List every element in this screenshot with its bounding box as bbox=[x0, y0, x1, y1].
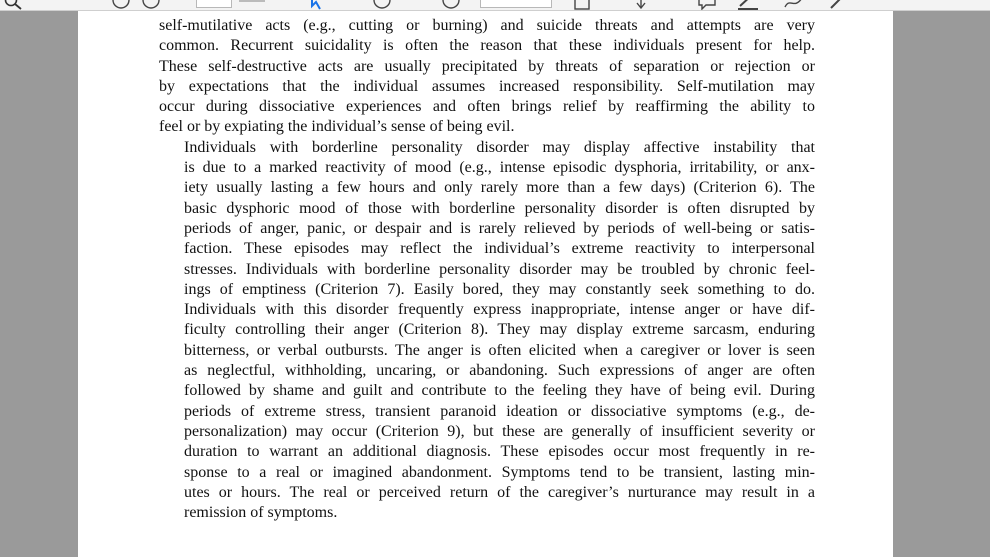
document-page bbox=[78, 11, 893, 557]
text-line: faction. These episodes may reflect the individual’s extreme reactivity to interpersonal bbox=[184, 240, 815, 258]
text-line: stresses. Individuals with borderline personality disorder may be troubled by chronic feel- bbox=[184, 260, 815, 278]
zoom-field[interactable] bbox=[480, 0, 552, 8]
text-line: utes or hours. The real or perceived return of the caregiver’s nurturance may result in a bbox=[184, 483, 815, 501]
text-line: ings of emptiness (Criterion 7). Easily bored, they may constantly seek something to do. bbox=[184, 280, 815, 298]
text-line: ficulty controlling their anger (Criterion 8). They may display extreme sarcasm, enduring bbox=[184, 321, 815, 339]
text-line: common. Recurrent suicidality is often the reason that these individuals present for help. bbox=[159, 37, 815, 55]
text-line: remission of symptoms. bbox=[184, 504, 338, 522]
paragraph-2 bbox=[159, 138, 815, 524]
previous-page-icon[interactable] bbox=[110, 0, 132, 10]
viewer-toolbar bbox=[0, 0, 990, 11]
select-tool-icon[interactable] bbox=[306, 0, 328, 10]
search-icon[interactable] bbox=[2, 0, 24, 10]
document-text bbox=[159, 16, 815, 523]
text-line: followed by shame and guilt and contribute to the feeling they have of being evil. During bbox=[184, 382, 815, 400]
edit-icon[interactable] bbox=[826, 0, 850, 10]
text-line: These self-destructive acts are usually precipitated by threats of separation or rejection or bbox=[159, 57, 815, 75]
text-line: bitterness, or verbal outbursts. The anger is often elicited when a caregiver or lover is seen bbox=[184, 341, 815, 359]
fit-page-icon[interactable] bbox=[572, 0, 594, 10]
zoom-in-icon[interactable] bbox=[440, 0, 462, 10]
text-line: iety usually lasting a few hours and only rarely more than a few days) (Criterion 6). The bbox=[184, 179, 815, 197]
text-line: sponse to a real or imagined abandonment. Symptoms tend to be transient, lasting min- bbox=[184, 463, 815, 481]
paragraph-1 bbox=[159, 16, 815, 138]
text-line: personalization) may occur (Criterion 9), but these are generally of insufficient severity or bbox=[184, 422, 815, 440]
text-line: feel or by expiating the individual’s sense of being evil. bbox=[159, 118, 515, 136]
text-line: self-mutilative acts (e.g., cutting or burning) and suicide threats and attempts are very bbox=[159, 17, 815, 34]
page-count-text bbox=[235, 0, 275, 10]
text-line: periods of anger, panic, or despair and is rarely relieved by periods of well-being or satis- bbox=[184, 219, 815, 237]
text-line: periods of extreme stress, transient paranoid ideation or dissociative symptoms (e.g., de- bbox=[184, 402, 815, 420]
text-line: Individuals with this disorder frequently express inappropriate, intense anger or have dif- bbox=[184, 301, 815, 319]
text-line: duration to warrant an additional diagnosis. These episodes occur most frequently in re- bbox=[184, 443, 815, 461]
zoom-out-icon[interactable] bbox=[371, 0, 393, 10]
text-line: basic dysphoric mood of those with borderline personality disorder is often disrupted by bbox=[184, 199, 815, 217]
next-page-icon[interactable] bbox=[140, 0, 162, 10]
comment-icon[interactable] bbox=[696, 0, 718, 10]
page-number-field[interactable] bbox=[196, 0, 232, 8]
text-line: by expectations that the individual assumes increased responsibility. Self-mutilation may bbox=[159, 77, 815, 95]
text-line: as neglectful, withholding, uncaring, or abandoning. Such expressions of anger are often bbox=[184, 362, 815, 380]
text-line: is due to a marked reactivity of mood (e.g., intense episodic dysphoria, irritability, or anx- bbox=[184, 159, 815, 177]
text-line: Individuals with borderline personality disorder may display affective instability that bbox=[184, 138, 815, 156]
text-line: occur during dissociative experiences and often brings relief by reaffirming the ability to bbox=[159, 98, 815, 116]
scroll-down-icon[interactable] bbox=[630, 0, 652, 10]
highlight-icon[interactable] bbox=[736, 0, 760, 10]
sign-icon[interactable] bbox=[782, 0, 806, 10]
